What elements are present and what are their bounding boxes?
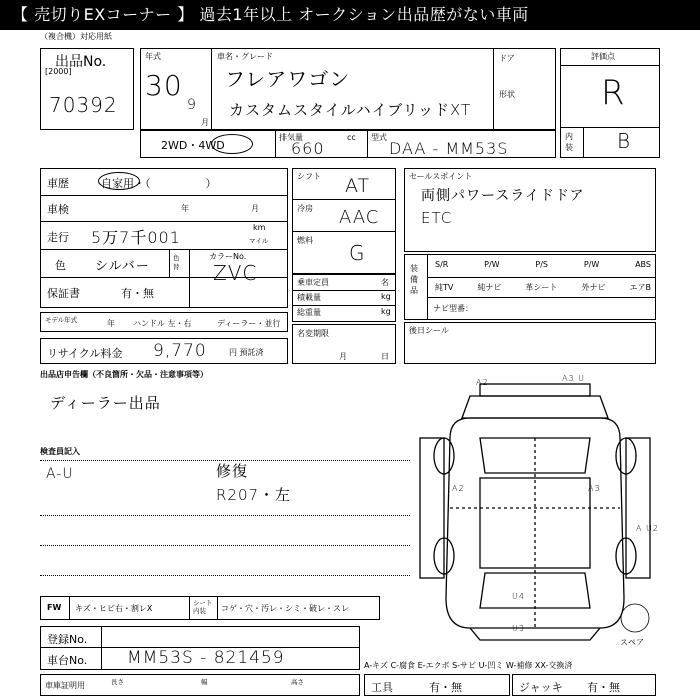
jack-label: ジャッキ xyxy=(519,681,563,694)
color-code-value: ZVC xyxy=(213,261,258,285)
capacity-box xyxy=(292,274,396,322)
recycle-label: リサイクル料金 xyxy=(47,347,123,360)
jack-value: 有・無 xyxy=(587,681,620,694)
capacity-unit: 名 xyxy=(381,278,389,287)
color-value: シルバー xyxy=(95,259,150,274)
car-diagram xyxy=(410,378,660,648)
glass-box xyxy=(40,596,380,620)
lot-number: 70392 xyxy=(49,93,118,117)
seller-note-text: ディーラー出品 xyxy=(50,394,161,412)
color-label: 色 xyxy=(55,259,66,272)
load-unit: kg xyxy=(381,292,391,301)
equipment-row1-item: P/W xyxy=(583,260,600,269)
mid-box xyxy=(292,168,396,274)
history-label: 車歴 xyxy=(47,177,69,190)
inspection-label: 車検 xyxy=(47,203,69,216)
equipment-row1-item: P/S xyxy=(535,260,549,269)
model-hist-label: モデル年式 xyxy=(45,316,78,324)
model-hist-handle: ハンドル 左・右 xyxy=(133,319,192,328)
color-code-label: カラーNo. xyxy=(209,252,247,261)
lot-label: 出品No. xyxy=(55,54,107,70)
inspection-month: 月 xyxy=(251,204,259,213)
inspector-text1: A-U xyxy=(46,466,74,482)
name-change-label: 名変期限 xyxy=(297,329,329,338)
model-code-label: 型式 xyxy=(371,133,387,142)
name-change-box xyxy=(292,324,396,364)
sales-label: セールスポイント xyxy=(409,172,473,181)
inspector-text3: R207・左 xyxy=(216,486,292,504)
mileage-value: 5万7千001 xyxy=(91,228,181,247)
diag-label-a3u: A3 U xyxy=(562,374,585,383)
mileage-mile: マイル xyxy=(249,237,269,245)
capacity-label: 乗車定員 xyxy=(297,278,329,287)
tools-box xyxy=(364,674,510,696)
tools-label: 工具 xyxy=(371,681,393,694)
history-value: 自家用・（ ） xyxy=(101,177,217,190)
cert-len: 長さ xyxy=(111,678,124,686)
equipment-row1-item: ABS xyxy=(635,260,651,269)
fuel-value: G xyxy=(349,241,366,265)
cert-h: 高さ xyxy=(291,678,304,686)
interior-value: B xyxy=(617,129,632,153)
diag-label-a3: A3 xyxy=(588,484,601,493)
header-box xyxy=(140,48,556,130)
year-month-unit: 月 xyxy=(201,118,209,127)
sales-box xyxy=(404,168,656,252)
model-code-value: DAA - MM53S xyxy=(389,139,509,158)
after-seal-box xyxy=(404,322,656,364)
diag-label-a2-top: A2 xyxy=(476,378,489,387)
warranty-value: 有・無 xyxy=(121,287,154,300)
model-hist-dealer: ディーラー・並行 xyxy=(217,319,281,328)
drive-selected-mark xyxy=(211,134,253,154)
glass-options: キズ・ヒビ右・割レX xyxy=(75,604,153,613)
name-change-month: 月 xyxy=(339,352,347,361)
registration-label: 登録No. xyxy=(47,633,88,646)
lot-box xyxy=(40,48,134,130)
navi-label: ナビ型番： xyxy=(433,304,473,313)
equipment-row2-item: 純ナビ xyxy=(477,283,502,292)
equipment-row2 xyxy=(431,281,655,294)
lot-sub: [2000] xyxy=(45,67,72,76)
model-hist-year: 年 xyxy=(107,319,115,328)
registration-box xyxy=(40,626,360,670)
banner: 【 売切りEXコーナー 】 過去1年以上 オークション出品歴がない車両 xyxy=(0,0,700,30)
load-label: 積載量 xyxy=(297,293,321,302)
diag-label-a2: A2 xyxy=(452,484,465,493)
chassis-label: 車台No. xyxy=(47,654,88,667)
cert-label: 車庫証明用 xyxy=(45,681,85,690)
model-hist-box xyxy=(40,312,288,332)
mileage-km: km xyxy=(253,223,266,232)
info-box xyxy=(40,168,288,308)
sales-line2: ETC xyxy=(421,209,453,227)
grade-name: カスタムスタイルハイブリッドXT xyxy=(229,101,472,119)
equipment-row2-item: 外ナビ xyxy=(581,283,606,292)
inspector-note-label: 検査員記入 xyxy=(40,447,80,456)
cert-box xyxy=(40,674,360,696)
name-change-day: 日 xyxy=(381,352,389,361)
score-box xyxy=(560,48,660,158)
disp-unit: cc xyxy=(347,133,356,142)
inspection-year: 年 xyxy=(181,204,189,213)
drive-options: 2WD・4WD xyxy=(161,139,225,152)
seat-options: コゲ・穴・汚レ・シミ・破レ・スレ xyxy=(221,604,349,613)
seat-label: シート内装 xyxy=(193,599,213,615)
history-circle xyxy=(98,172,140,190)
gross-unit: kg xyxy=(381,307,391,316)
fuel-label: 燃料 xyxy=(297,236,313,245)
note-top: （複合機）対応用紙 xyxy=(40,32,112,41)
diag-label-u3: U3 xyxy=(512,624,525,633)
chassis-value: MM53S - 821459 xyxy=(127,648,285,668)
diag-label-u4: U4 xyxy=(512,592,525,601)
tools-value: 有・無 xyxy=(429,681,462,694)
year-value: 30 xyxy=(145,69,183,102)
year-label: 年式 xyxy=(145,52,161,61)
equipment-row1-item: S/R xyxy=(435,260,449,269)
jack-box xyxy=(512,674,656,696)
cert-w: 幅 xyxy=(201,678,208,686)
recycle-unit: 円 預託済 xyxy=(229,348,264,357)
shape-label: 形状 xyxy=(499,90,515,99)
shift-label: シフト xyxy=(297,172,321,181)
equipment-box xyxy=(404,254,656,320)
door-label: ドア xyxy=(499,54,515,63)
shift-value: AT xyxy=(345,175,371,197)
gross-label: 総重量 xyxy=(297,308,321,317)
color-change-label: 色替 xyxy=(173,254,180,271)
equipment-row2-item: 純TV xyxy=(435,283,454,292)
seller-note-label: 出品店申告欄（不良箇所・欠品・注意事項等） xyxy=(40,370,208,379)
equipment-row1-item: P/W xyxy=(484,260,500,269)
legend: A-キズ C-腐食 E-エクボ S-サビ U-凹ミ W-補修 XX-交換済 xyxy=(364,661,573,670)
inspector-text2: 修復 xyxy=(216,462,249,480)
ac-value: AAC xyxy=(339,207,380,228)
glass-fw: FW xyxy=(47,603,62,612)
spec-row xyxy=(140,130,556,158)
disp-label: 排気量 xyxy=(279,133,303,142)
name-label: 車名・グレード xyxy=(217,52,273,61)
interior-label: 内装 xyxy=(565,132,573,152)
score-value: R xyxy=(601,73,626,113)
sales-line1: 両側パワースライドドア xyxy=(421,188,585,204)
score-label: 評価点 xyxy=(591,52,615,61)
spare-label: スペア xyxy=(620,638,644,647)
warranty-label: 保証書 xyxy=(47,287,80,300)
diag-label-au2: A U2 xyxy=(636,524,659,533)
recycle-value: 9,770 xyxy=(153,341,207,361)
mileage-label: 走行 xyxy=(47,231,69,244)
equipment-row1 xyxy=(431,259,655,270)
equipment-row2-item: 革シート xyxy=(525,283,558,292)
after-seal-label: 後日シール xyxy=(409,326,449,335)
recycle-box xyxy=(40,338,288,364)
equipment-row2-item: エアB xyxy=(629,283,651,292)
equipment-label: 装備品 xyxy=(410,264,418,295)
year-month: 9 xyxy=(187,97,197,113)
model-name: フレアワゴン xyxy=(225,67,351,91)
ac-label: 冷房 xyxy=(297,204,313,213)
disp-value: 660 xyxy=(291,139,325,158)
